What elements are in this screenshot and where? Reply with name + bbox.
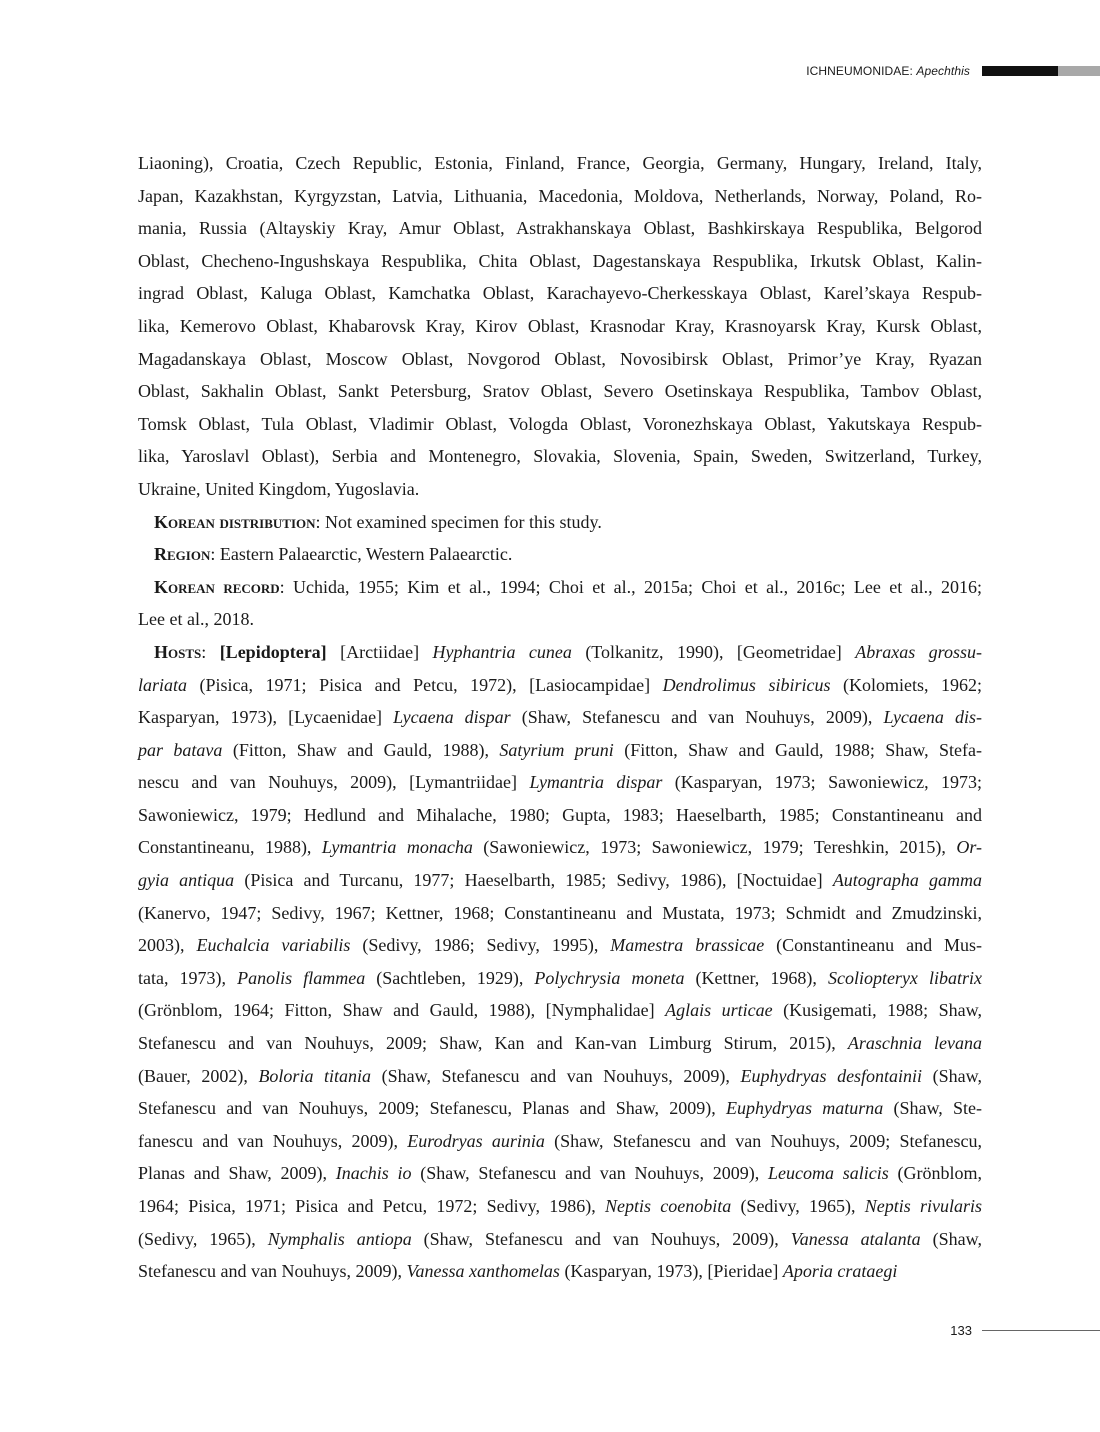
host-species-name: Polychrysia moneta	[534, 967, 685, 988]
host-species-name: Lycaena dispar	[393, 707, 511, 728]
hosts-text: (Sedivy, 1965),	[138, 1228, 268, 1249]
korean-record-text: : Uchida, 1955; Kim et al., 1994; Choi et al., 2015a; Choi et al., 2016c; Lee et al., 2016;	[279, 576, 982, 597]
host-species-name: Aglais urticae	[665, 1000, 773, 1021]
korean-record-line	[138, 571, 982, 604]
hosts-line	[138, 1060, 982, 1093]
hosts-text: (Shaw, Stefanescu and van Nouhuys, 2009; Stefanescu,	[544, 1130, 982, 1151]
host-species-name: Inachis io	[335, 1163, 412, 1184]
hosts-text: (Constantineanu and Mus-	[764, 935, 983, 956]
header-family: ICHNEUMONIDAE:	[806, 64, 913, 78]
hosts-line	[138, 1223, 982, 1256]
hosts-text	[206, 642, 219, 662]
hosts-text: (Kasparyan, 1973; Sawoniewicz, 1973;	[662, 772, 982, 793]
host-species-name: Boloria titania	[258, 1065, 372, 1086]
distribution-line: Oblast, Sakhalin Oblast, Sankt Petersburg, Sratov Oblast, Severo Osetinskaya Respublika, Tambov Oblast,	[138, 381, 982, 402]
hosts-text: (Shaw, Ste-	[883, 1098, 982, 1119]
host-species-name: Mamestra brassicae	[610, 935, 765, 956]
host-species-name: Neptis coenobita	[604, 1196, 732, 1216]
host-species-name: Satyrium pruni	[499, 739, 614, 760]
header-bar-black	[982, 66, 1058, 76]
host-species-name: Dendrolimus sibiricus	[662, 674, 831, 695]
distribution-line: mania, Russia (Altayskiy Kray, Amur Oblast, Astrakhanskaya Oblast, Bashkirskaya Respublika, Belgorod	[138, 218, 982, 239]
hosts-text: Sawoniewicz, 1979; Hedlund and Mihalache, 1980; Gupta, 1983; Haeselbarth, 1985; Constantineanu and	[138, 804, 982, 825]
hosts-text: [Arctiidae]	[326, 641, 433, 662]
hosts-colon: :	[201, 641, 207, 662]
distribution-line: ingrad Oblast, Kaluga Oblast, Kamchatka Oblast, Karachayevo-Cherkesskaya Oblast, Karel’skaya Respub-	[138, 283, 982, 304]
hosts-text: Constantineanu, 1988),	[138, 837, 322, 858]
hosts-text: Stefanescu and van Nouhuys, 2009),	[138, 1261, 407, 1282]
hosts-line	[138, 1157, 982, 1190]
distribution-paragraph	[138, 147, 982, 506]
hosts-text: Stefanescu and van Nouhuys, 2009; Stefanescu, Planas and Shaw, 2009),	[138, 1098, 726, 1119]
region-paragraph	[138, 538, 982, 571]
host-species-name: par batava	[138, 739, 223, 760]
hosts-text: (Sawoniewicz, 1973; Sawoniewicz, 1979; Tereshkin, 2015),	[472, 837, 957, 858]
hosts-line	[138, 701, 982, 734]
hosts-line	[138, 1255, 982, 1288]
hosts-text: 1964; Pisica, 1971; Pisica and Petcu, 1972; Sedivy, 1986),	[138, 1196, 605, 1216]
page-number: 133	[950, 1323, 972, 1338]
hosts-label: Hosts	[154, 641, 202, 662]
hosts-text: 2003),	[138, 935, 197, 956]
running-header	[806, 64, 1100, 78]
hosts-line	[138, 1092, 982, 1125]
host-species-name: Euphydryas desfontainii	[740, 1065, 923, 1086]
hosts-text: Kasparyan, 1973), [Lycaenidae]	[138, 707, 394, 728]
korean-record-line: Lee et al., 2018.	[138, 609, 254, 630]
hosts-line	[138, 864, 982, 897]
host-species-name: gyia antiqua	[138, 870, 235, 891]
host-species-name: Scoliopteryx libatrix	[827, 967, 982, 988]
distribution-line: Japan, Kazakhstan, Kyrgyzstan, Latvia, Lithuania, Macedonia, Moldova, Netherlands, Norway, Poland, Ro-	[138, 185, 982, 206]
hosts-text: (Pisica and Turcanu, 1977; Haeselbarth, 1985; Sedivy, 1986), [Noctuidae]	[234, 870, 833, 891]
host-species-name: Leucoma salicis	[768, 1163, 889, 1184]
hosts-text: nescu and van Nouhuys, 2009), [Lymantriidae]	[138, 772, 530, 793]
host-species-name: Panolis flammea	[237, 967, 366, 988]
host-species-name: lariata	[138, 674, 188, 695]
hosts-text: (Grönblom,	[888, 1163, 982, 1184]
distribution-line: Liaoning), Croatia, Czech Republic, Estonia, Finland, France, Georgia, Germany, Hungary, Ireland, Italy,	[138, 153, 982, 173]
korean-distribution-paragraph	[138, 506, 982, 539]
header-genus: Apechthis	[916, 64, 970, 78]
hosts-text: (Shaw,	[922, 1065, 982, 1086]
hosts-text: (Sedivy, 1986; Sedivy, 1995),	[350, 935, 611, 956]
hosts-text: (Kolomiets, 1962;	[830, 674, 982, 695]
hosts-text: Planas and Shaw, 2009),	[138, 1163, 336, 1184]
header-bar-grey	[1058, 66, 1100, 76]
hosts-line	[138, 1190, 982, 1223]
hosts-text: tata, 1973),	[138, 967, 238, 988]
hosts-text: (Kettner, 1968),	[684, 967, 828, 988]
host-species-name: Hyphantria cunea	[432, 641, 572, 662]
hosts-line	[138, 1027, 982, 1060]
hosts-line	[138, 1125, 982, 1158]
host-species-name: Neptis rivularis	[864, 1196, 982, 1216]
hosts-text: (Sachtleben, 1929),	[365, 967, 535, 988]
distribution-line: Oblast, Checheno-Ingushskaya Respublika, Chita Oblast, Dagestanskaya Respublika, Irkutsk Oblast, Kalin-	[138, 250, 982, 271]
page-footer	[950, 1323, 1100, 1338]
host-species-name: Or-	[956, 837, 982, 858]
host-species-name: Vanessa xanthomelas	[406, 1261, 560, 1282]
korean-record-label: Korean record	[154, 576, 280, 597]
distribution-line: Ukraine, United Kingdom, Yugoslavia.	[138, 478, 420, 499]
hosts-text: (Shaw,	[920, 1228, 982, 1249]
distribution-line: Tomsk Oblast, Tula Oblast, Vladimir Oblast, Vologda Oblast, Voronezhskaya Oblast, Yakutskaya Respub-	[138, 413, 982, 434]
hosts-text: (Shaw, Stefanescu and van Nouhuys, 2009),	[411, 1228, 791, 1249]
host-species-name: Vanessa atalanta	[790, 1228, 921, 1249]
host-species-name: Araschnia levana	[847, 1033, 982, 1054]
hosts-line	[138, 766, 982, 799]
distribution-line: lika, Yaroslavl Oblast), Serbia and Montenegro, Slovakia, Slovenia, Spain, Sweden, Switzerland, Turkey,	[138, 446, 982, 467]
hosts-text: (Tolkanitz, 1990), [Geometridae]	[571, 641, 856, 662]
hosts-line	[138, 734, 982, 767]
hosts-text: (Kanervo, 1947; Sedivy, 1967; Kettner, 1968; Constantineanu and Mustata, 1973; Schmidt and Zmudzinski,	[138, 902, 982, 923]
hosts-text: (Shaw, Stefanescu and van Nouhuys, 2009),	[411, 1163, 769, 1184]
hosts-text: Stefanescu and van Nouhuys, 2009; Shaw, Kan and Kan-van Limburg Stirum, 2015),	[138, 1033, 848, 1054]
hosts-text: (Pisica, 1971; Pisica and Petcu, 1972), [Lasiocampidae]	[187, 674, 663, 695]
hosts-text: (Shaw, Stefanescu and van Nouhuys, 2009),	[510, 707, 884, 728]
hosts-text: (Kasparyan, 1973), [Pieridae]	[559, 1261, 783, 1282]
host-species-name: Aporia crataegi	[782, 1261, 898, 1282]
host-species-name: Euphydryas maturna	[726, 1098, 884, 1119]
host-species-name: Euchalcia variabilis	[196, 935, 351, 956]
region-label: Region	[154, 544, 211, 565]
host-species-name: Lymantria monacha	[321, 837, 473, 858]
hosts-line	[138, 994, 982, 1027]
hosts-line	[138, 636, 982, 669]
main-text	[138, 147, 982, 1288]
hosts-line	[138, 831, 982, 864]
hosts-text: (Shaw, Stefanescu and van Nouhuys, 2009),	[371, 1065, 741, 1086]
hosts-text: fanescu and van Nouhuys, 2009),	[138, 1130, 408, 1151]
hosts-line	[138, 897, 982, 930]
host-species-name: Autographa gamma	[832, 870, 983, 891]
region-text: : Eastern Palaearctic, Western Palaearctic.	[210, 544, 513, 565]
hosts-text: (Grönblom, 1964; Fitton, Shaw and Gauld, 1988), [Nymphalidae]	[138, 1000, 666, 1021]
korean-record-paragraph	[138, 571, 982, 636]
hosts-text: (Fitton, Shaw and Gauld, 1988; Shaw, Stefa-	[613, 739, 983, 760]
host-species-name: Eurodryas aurinia	[407, 1130, 545, 1151]
running-header-title	[806, 64, 970, 78]
footer-rule	[982, 1330, 1100, 1331]
host-species-name: Nymphalis antiopa	[267, 1228, 412, 1249]
hosts-text: (Sedivy, 1965),	[731, 1196, 865, 1216]
hosts-paragraph	[138, 636, 982, 1288]
host-species-name: Lycaena dis-	[883, 707, 982, 728]
hosts-line	[138, 799, 982, 832]
korean-distribution-text: : Not examined specimen for this study.	[315, 511, 602, 532]
hosts-line	[138, 962, 982, 995]
hosts-line	[138, 669, 982, 702]
hosts-text: (Fitton, Shaw and Gauld, 1988),	[222, 739, 500, 760]
korean-distribution-label: Korean distribution	[154, 511, 316, 532]
distribution-line: lika, Kemerovo Oblast, Khabarovsk Kray, Kirov Oblast, Krasnodar Kray, Krasnoyarsk Kray, Kursk Oblast,	[138, 315, 982, 336]
host-species-name: Lymantria dispar	[529, 772, 663, 793]
hosts-line	[138, 929, 982, 962]
host-species-name: Abraxas grossu-	[855, 641, 982, 662]
host-order-name: [Lepidoptera]	[219, 641, 327, 662]
hosts-text: (Kusigemati, 1988; Shaw,	[772, 1000, 982, 1021]
distribution-line: Magadanskaya Oblast, Moscow Oblast, Novgorod Oblast, Novosibirsk Oblast, Primor’ye Kray, Ryazan	[138, 348, 982, 369]
hosts-text: (Bauer, 2002),	[138, 1065, 259, 1086]
